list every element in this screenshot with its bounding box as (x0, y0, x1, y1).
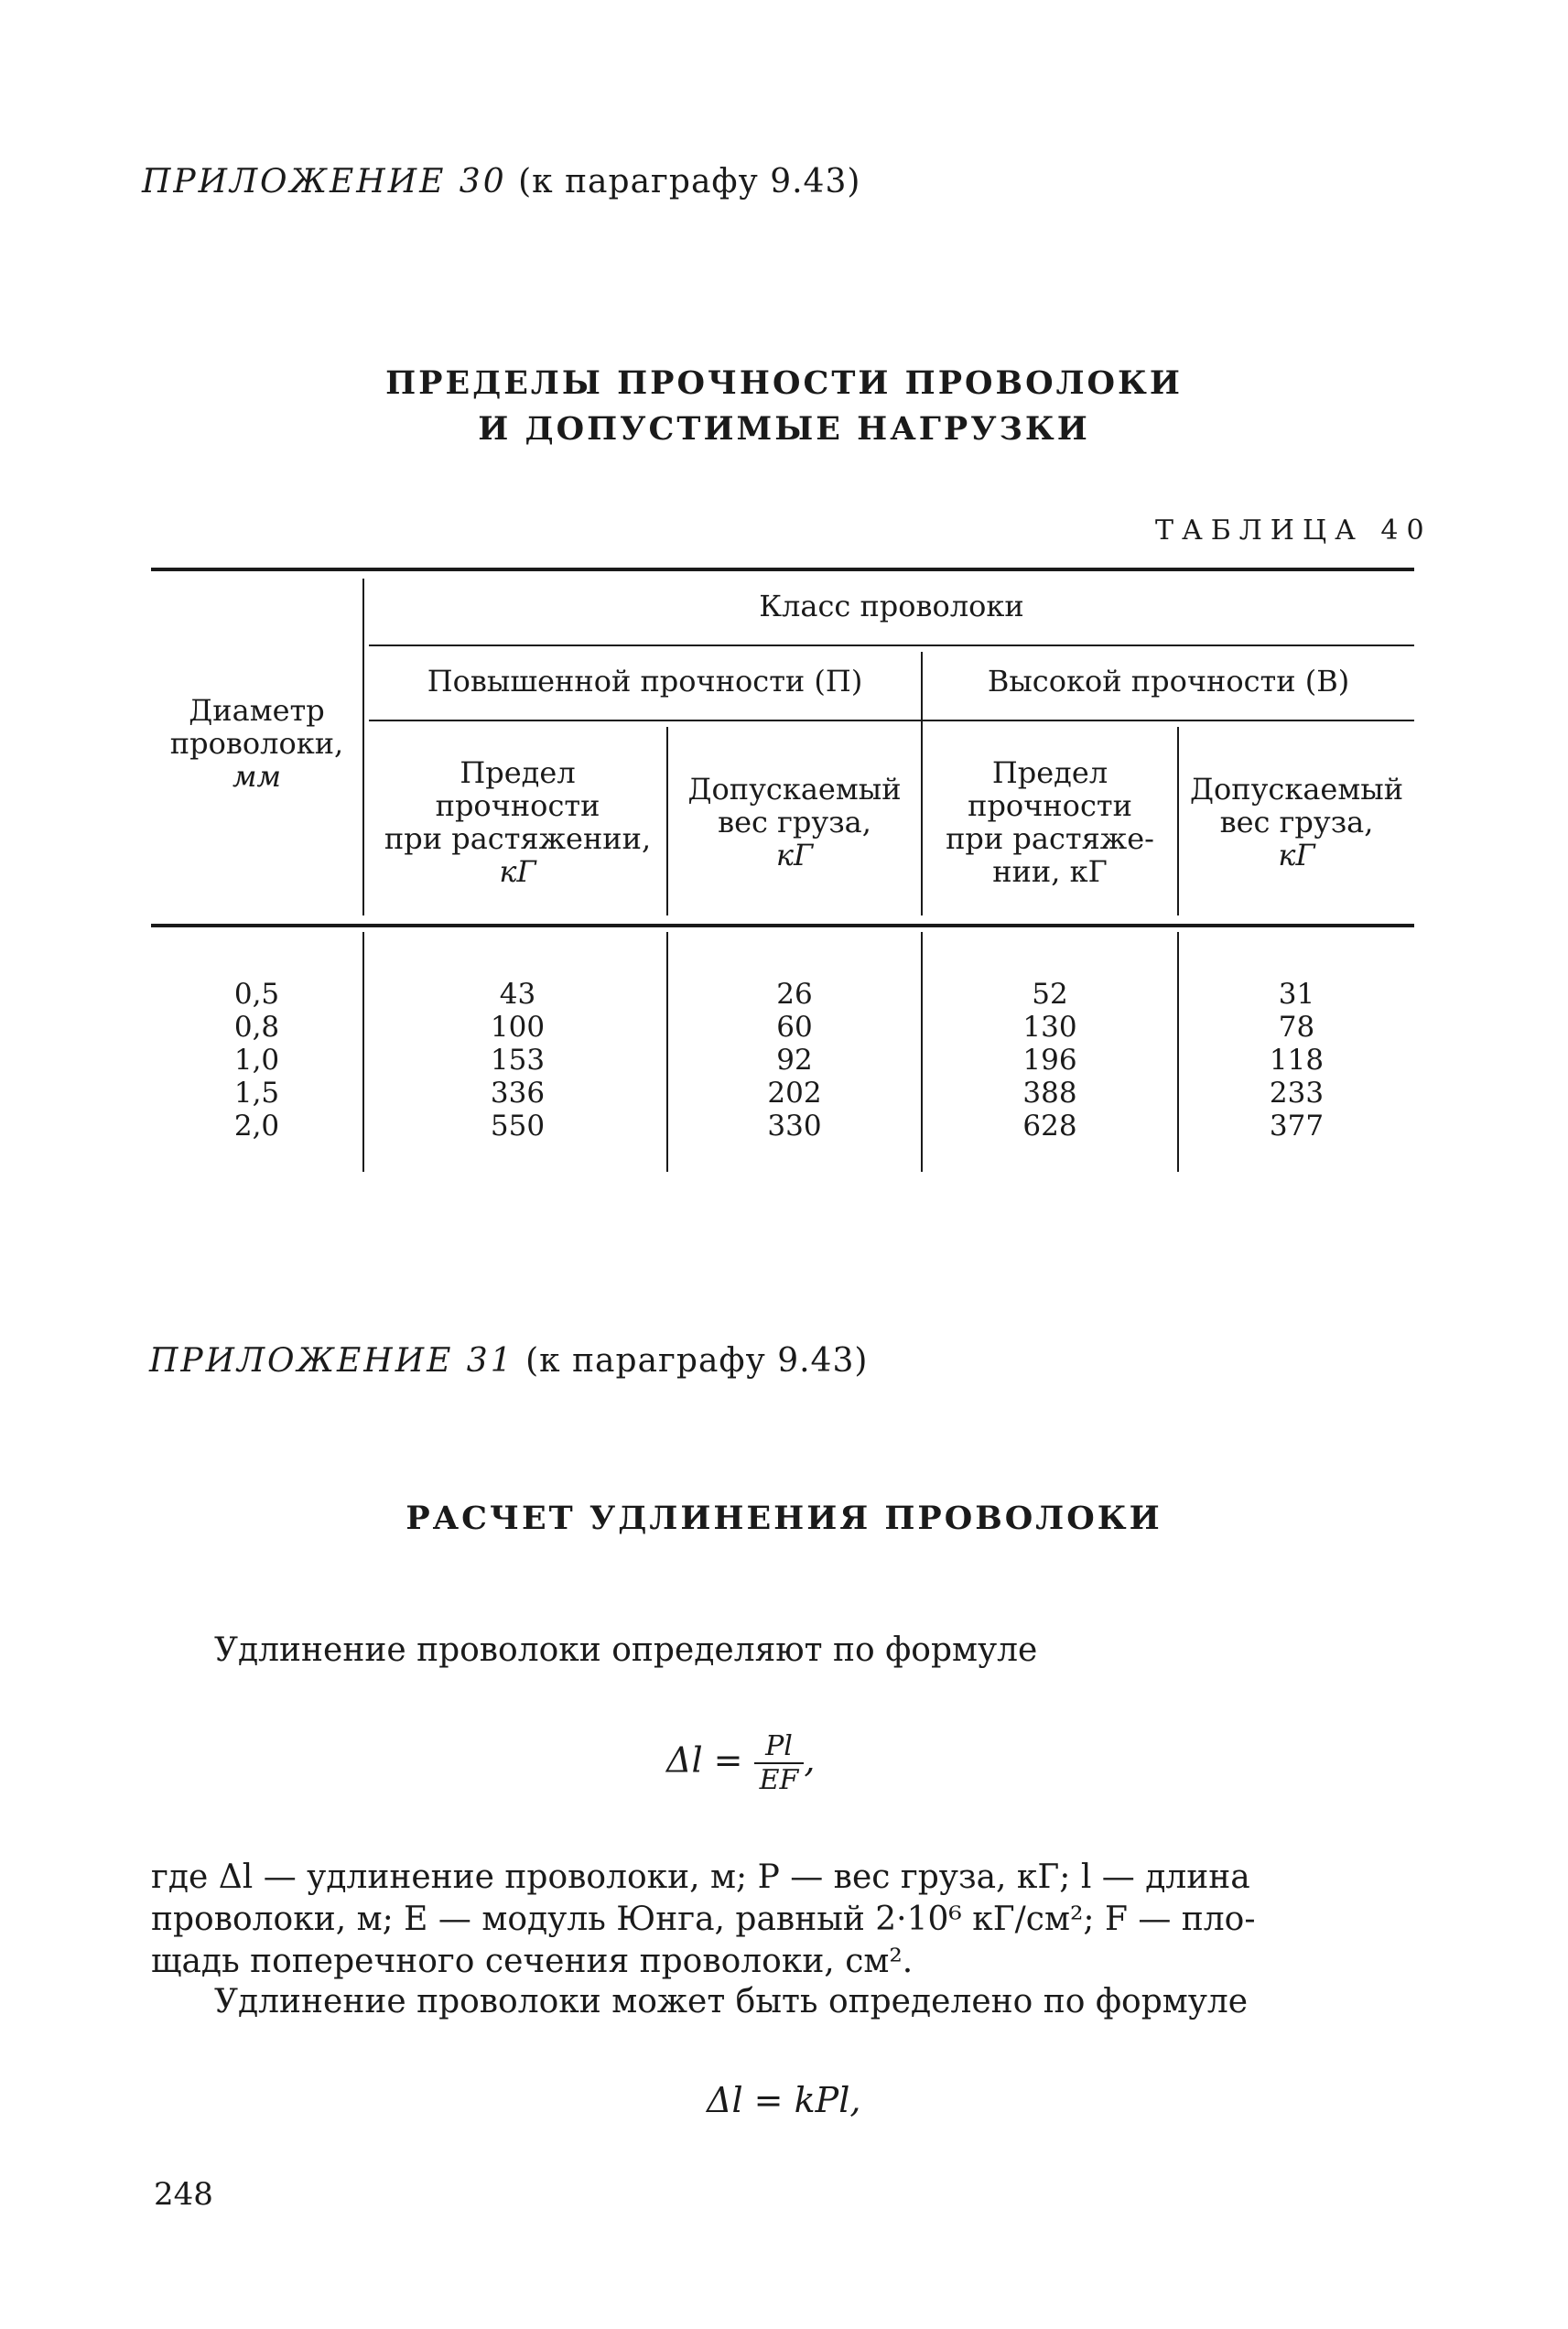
cell-r1-c4: 52 (1032, 978, 1068, 1011)
cell-r3-c5: 118 (1269, 1044, 1325, 1077)
col-limit-v-line-3: при растяже- (946, 821, 1154, 856)
cell-r1-c3: 26 (776, 978, 813, 1011)
col-load-p-line-2: вес груза, (718, 805, 871, 840)
cell-r3-c1: 1,0 (233, 1044, 280, 1077)
appendix-30-ref: (к параграфу 9.43) (518, 163, 861, 200)
paragraph-3: Удлинение проволоки может быть определено по формуле (214, 1983, 1249, 2020)
cell-r4-c1: 1,5 (233, 1077, 280, 1110)
cell-r3-c2: 153 (490, 1044, 546, 1077)
cell-r4-c4: 388 (1022, 1077, 1077, 1110)
cell-r5-c5: 377 (1269, 1110, 1325, 1143)
formula-1 (666, 1730, 815, 1796)
paragraph-2-line-3: щадь поперечного сечения проволоки, см². (151, 1943, 914, 1980)
cell-r2-c1: 0,8 (233, 1011, 280, 1044)
col-limit-v-line-2: прочности (968, 788, 1132, 823)
appendix-31-label: ПРИЛОЖЕНИЕ 31 (149, 1342, 514, 1380)
paragraph-2-line-2: проволоки, м; E — модуль Юнга, равный 2·10⁶ кГ/см²; F — пло- (151, 1901, 1256, 1938)
formula-2: Δl = kPl, (707, 2080, 861, 2120)
col-diameter-line-1: Диаметр (189, 693, 325, 728)
col-limit-v-header (923, 756, 1177, 888)
col-load-p-unit: кГ (775, 838, 814, 872)
col-limit-p-unit: кГ (499, 854, 536, 889)
cell-r5-c1: 2,0 (233, 1110, 280, 1143)
cell-r1-c5: 31 (1278, 978, 1315, 1011)
cell-r2-c3: 60 (776, 1011, 813, 1044)
col-limit-p-header (369, 756, 666, 888)
vline-1-head (362, 579, 364, 915)
col-diameter-line-2: проволоки, (169, 726, 344, 761)
cell-r5-c3: 330 (767, 1110, 822, 1143)
col-load-v-line-1: Допускаемый (1189, 772, 1404, 807)
formula-1-lhs: Δl = (666, 1739, 743, 1781)
cell-r1-c2: 43 (499, 978, 536, 1011)
cell-r4-c3: 202 (767, 1077, 822, 1110)
col-load-p-header (668, 773, 921, 872)
group-underline (369, 720, 1414, 721)
group-high-strength: Повышенной прочности (П) (427, 664, 863, 699)
col-limit-v-line-4: нии, кГ (992, 854, 1108, 889)
class-header: Класс проволоки (759, 589, 1024, 623)
cell-r3-c3: 92 (776, 1044, 813, 1077)
table-number: ТАБЛИЦА 40 (1155, 515, 1433, 547)
formula-1-numerator: Pl (754, 1730, 805, 1764)
appendix-31-heading (149, 1342, 868, 1380)
col-diameter-unit: мм (232, 759, 282, 794)
table-title-line-1: ПРЕДЕЛЫ ПРОЧНОСТИ ПРОВОЛОКИ (385, 364, 1183, 402)
vline-1-body (362, 932, 364, 1172)
cell-r5-c4: 628 (1022, 1110, 1077, 1143)
header-bottom-rule (151, 924, 1414, 927)
col-diameter-values (151, 978, 362, 1143)
appendix-30-label: ПРИЛОЖЕНИЕ 30 (142, 163, 507, 200)
col-limit-p-line-3: при растяжении, (384, 821, 652, 856)
cell-r2-c4: 130 (1022, 1011, 1077, 1044)
col-limit-p-line-2: прочности (435, 788, 600, 823)
cell-r3-c4: 196 (1022, 1044, 1077, 1077)
cell-r2-c2: 100 (490, 1011, 546, 1044)
col-load-v-values (1179, 978, 1414, 1143)
col-load-v-header (1179, 773, 1414, 872)
paragraph-1: Удлинение проволоки определяют по формуле (214, 1631, 1038, 1669)
cell-r4-c5: 233 (1269, 1077, 1325, 1110)
col-limit-v-values (923, 978, 1177, 1143)
col-diameter-header (151, 694, 362, 793)
formula-1-fraction (754, 1730, 805, 1796)
formula-1-comma: , (804, 1739, 816, 1781)
cell-r5-c2: 550 (490, 1110, 546, 1143)
col-limit-p-line-1: Предел (460, 755, 576, 790)
paragraph-2 (151, 1857, 1433, 1983)
paragraph-2-line-1: где Δl — удлинение проволоки, м; P — вес груза, кГ; l — длина (151, 1858, 1250, 1896)
table-title-line-2: И ДОПУСТИМЫЕ НАГРУЗКИ (478, 410, 1090, 448)
section-title: РАСЧЕТ УДЛИНЕНИЯ ПРОВОЛОКИ (406, 1500, 1162, 1537)
col-load-p-line-1: Допускаемый (687, 772, 902, 807)
col-load-v-line-2: вес груза, (1219, 805, 1374, 840)
col-load-p-values (668, 978, 921, 1143)
col-load-v-unit: кГ (1278, 838, 1315, 872)
cell-r4-c2: 336 (490, 1077, 546, 1110)
class-underline (369, 645, 1414, 646)
formula-1-denominator: EF (759, 1764, 799, 1796)
table-top-rule (151, 568, 1414, 571)
appendix-31-ref: (к параграфу 9.43) (525, 1342, 869, 1380)
cell-r1-c1: 0,5 (233, 978, 280, 1011)
col-limit-v-line-1: Предел (991, 755, 1108, 790)
group-highest-strength: Высокой прочности (В) (987, 664, 1350, 699)
cell-r2-c5: 78 (1278, 1011, 1315, 1044)
col-limit-p-values (369, 978, 666, 1143)
page-number: 248 (154, 2176, 213, 2213)
